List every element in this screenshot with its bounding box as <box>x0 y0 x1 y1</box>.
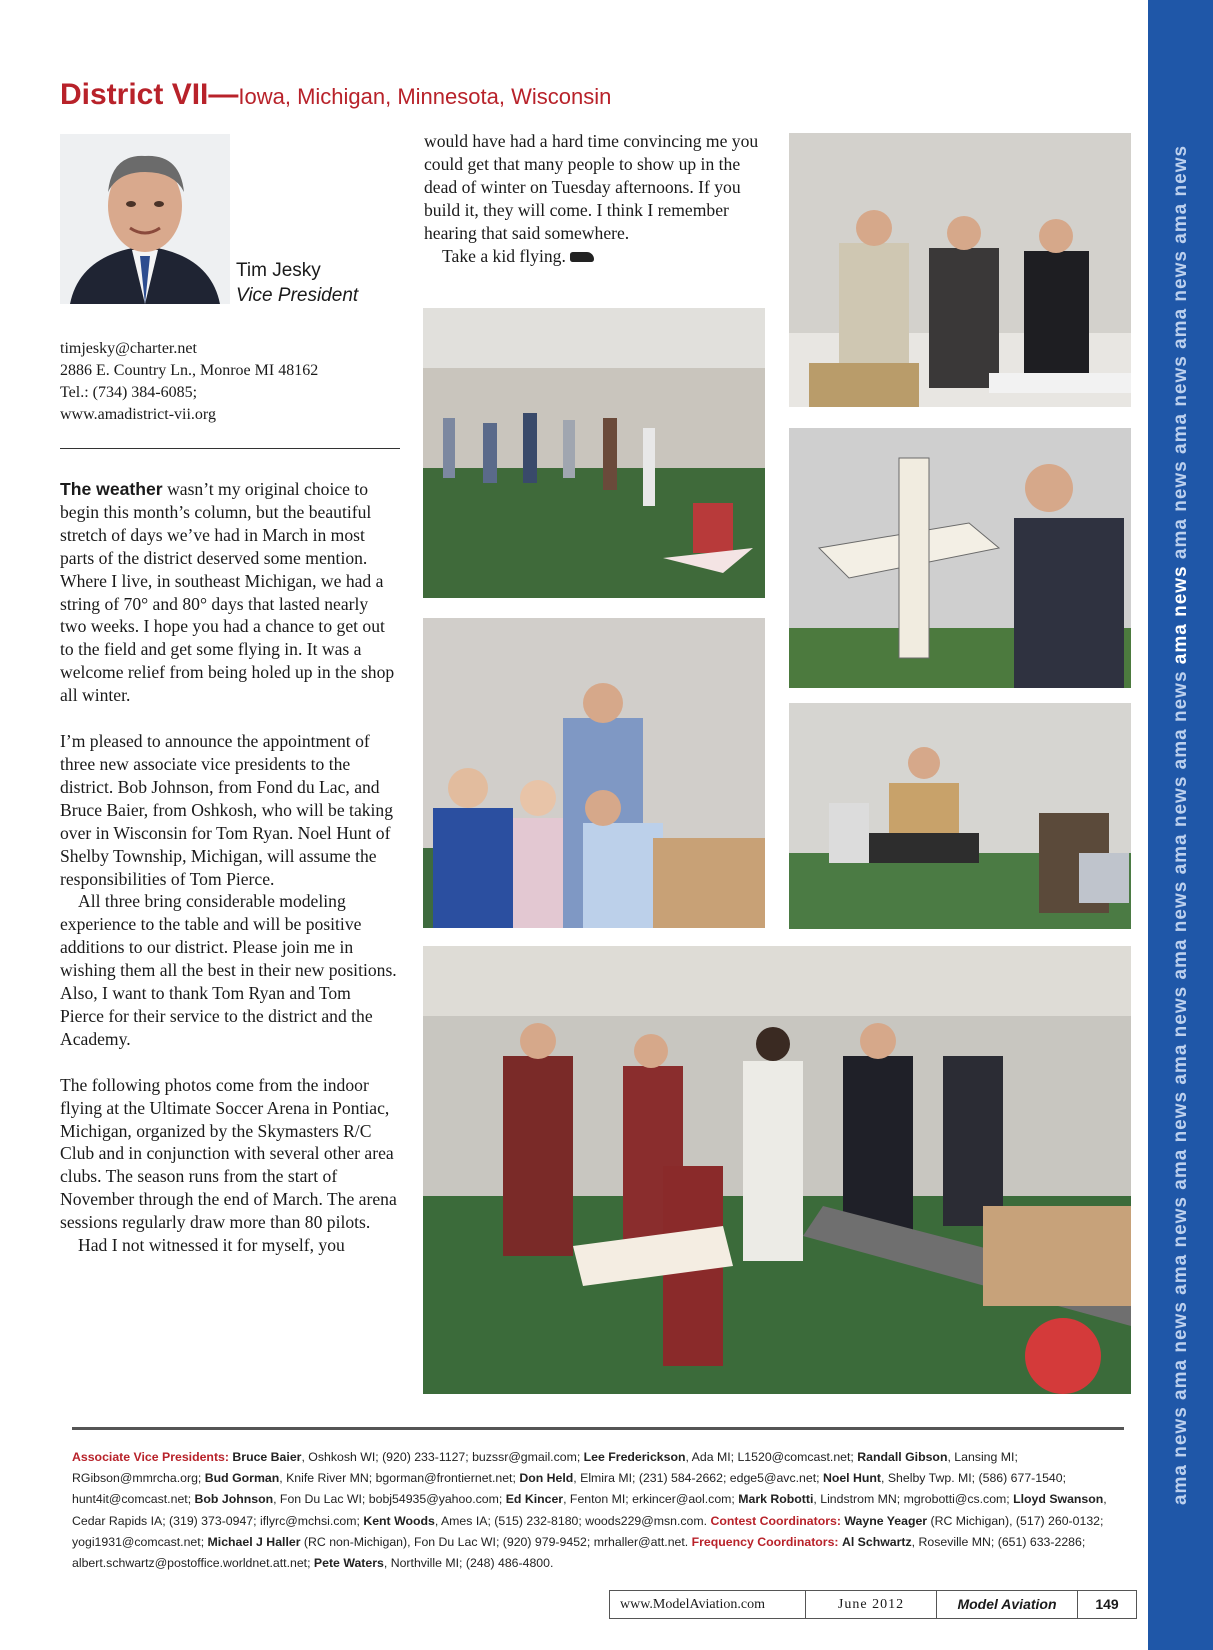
folio-site[interactable]: www.ModelAviation.com <box>620 1597 766 1612</box>
avp-2-name: Lee Frederickson <box>583 1450 686 1464</box>
end-mark-plane-icon <box>570 252 594 262</box>
avp-8-info: , Fenton MI; erkincer@aol.com; <box>563 1492 739 1507</box>
avp-10-name: Lloyd Swanson <box>1013 1492 1104 1507</box>
avp-9-name: Mark Robotti <box>738 1492 814 1507</box>
avp-7-info: , Fon Du Lac WI; bobj54935@yahoo.com; <box>273 1492 506 1507</box>
cc-2-name: Michael J Haller <box>207 1534 301 1549</box>
article-paragraph-1 <box>60 478 398 707</box>
author-website[interactable]: www.amadistrict-vii.org <box>60 406 216 423</box>
avp-3-name: Randall Gibson <box>857 1450 948 1464</box>
cc-1-info: (RC Michigan), (517) 260-0132; yogi1931@comcast.net; <box>72 1513 1104 1549</box>
article-closing-text: Take a kid flying. <box>442 245 566 266</box>
author-portrait <box>60 134 230 304</box>
avp-label: Associate Vice Presidents: <box>72 1450 229 1464</box>
sidebar-text <box>1170 145 1192 1505</box>
folio-page-number: 149 <box>1077 1591 1136 1618</box>
article-paragraph-6: would have had a hard time convincing me you could get that many people to show up in the dead of winter on Tuesday afternoons. If you build it, they will come. I think I remember hearing that said somewhere. <box>424 131 759 243</box>
author-title: Vice President <box>236 285 359 306</box>
ama-news-sidebar <box>1148 0 1213 1650</box>
avp-5-name: Don Held <box>519 1471 574 1486</box>
article-column-2 <box>424 130 769 267</box>
avp-3-info: , Lansing MI; RGibson@mmrcha.org; <box>72 1450 1018 1486</box>
author-phone: Tel.: (734) 384-6085; <box>60 384 198 401</box>
avp-4-info: , Knife River MN; bgorman@frontiernet.net; <box>279 1471 520 1486</box>
page-folio <box>609 1590 1137 1619</box>
sidebar-prefix: ama news ama news ama news ama news ama news ama news ama news ama news <box>1169 670 1191 1506</box>
avp-7-name: Bob Johnson <box>194 1492 274 1507</box>
photo-crowd-at-benches <box>423 946 1131 1394</box>
contact-divider <box>60 448 400 449</box>
article-lead: The weather <box>60 479 163 499</box>
author-contact <box>60 338 318 426</box>
photo-pilot-with-plane <box>789 428 1131 688</box>
fc-1-info: , Roseville MN; (651) 633-2286; albert.schwartz@postoffice.worldnet.att.net; <box>72 1534 1086 1571</box>
author-byline <box>236 258 358 308</box>
article-paragraph-3: All three bring considerable modeling experience to the table and will be positive additions to our district. Please join me in wishing them all the best in their new positions. Also, I want to thank Tom Ryan and Tom Pierce for their service to the district and the Academy. <box>60 891 397 1049</box>
avp-6-name: Noel Hunt <box>822 1471 882 1486</box>
district-name: District VII <box>60 78 209 111</box>
cc-1-name: Wayne Yeager <box>844 1513 928 1528</box>
footer-rule <box>72 1427 1124 1430</box>
cc-label: Contest Coordinators: <box>710 1513 841 1528</box>
author-name: Tim Jesky <box>236 260 321 281</box>
fc-2-name: Pete Waters <box>313 1556 384 1571</box>
title-dash: — <box>208 78 239 111</box>
cc-2-info: (RC non-Michigan), Fon Du Lac WI; (920) 979-9452; mrhaller@att.net. <box>300 1534 692 1549</box>
photo-arena-crowd <box>423 308 765 598</box>
folio-date: June 2012 <box>805 1591 936 1618</box>
author-address: 2886 E. Country Ln., Monroe MI 48162 <box>60 362 319 379</box>
avp-11-name: Kent Woods <box>363 1513 435 1528</box>
avp-1-name: Bruce Baier <box>232 1450 302 1464</box>
avp-10-info: , Cedar Rapids IA; (319) 373-0947; iflyrc@mchsi.com; <box>72 1492 1107 1528</box>
avp-2-info: , Ada MI; L1520@comcast.net; <box>685 1450 858 1464</box>
avp-6-info: , Shelby Twp. MI; (586) 677-1540; hunt4it@comcast.net; <box>72 1471 1067 1507</box>
photo-seated-pilot <box>789 703 1131 929</box>
article-paragraph-2: I’m pleased to announce the appointment of three new associate vice presidents to the district. Bob Johnson, from Fond du Lac, and Bruce Baier, from Oshkosh, who will be taking over in Wisconsin for Tom Ryan. Noel Hunt of Shelby Township, Michigan, will assume the responsibilities of Tom Pierce. <box>60 731 394 889</box>
district-states: Iowa, Michigan, Minnesota, Wisconsin <box>238 84 612 109</box>
fc-1-name: Al Schwartz <box>841 1534 912 1549</box>
avp-8-name: Ed Kincer <box>505 1492 564 1507</box>
avp-9-info: , Lindstrom MN; mgrobotti@cs.com; <box>813 1492 1014 1507</box>
avp-4-name: Bud Gorman <box>204 1471 280 1486</box>
article-paragraph-4: The following photos come from the indoor flying at the Ultimate Soccer Arena in Pontiac, Michigan, organized by the Skymasters R/C Club and in conjunction with several other area clubs. The season runs from the start of November through the end of March. The arena sessions regularly draw more than 80 pilots. <box>60 1074 397 1233</box>
sidebar-highlight: ama news <box>1169 565 1191 665</box>
page-title <box>60 78 611 112</box>
photo-three-pilots <box>789 133 1131 407</box>
author-email[interactable]: timjesky@charter.net <box>60 340 197 357</box>
contacts-footer <box>72 1447 1124 1574</box>
avp-5-info: , Elmira MI; (231) 584-2662; edge5@avc.net; <box>573 1471 823 1486</box>
photo-kids-and-pilots <box>423 618 765 928</box>
article-paragraph-5: Had I not witnessed it for myself, you <box>78 1235 345 1256</box>
fc-2-info: , Northville MI; (248) 486-4800. <box>383 1556 554 1571</box>
article-column-1 <box>60 478 398 1257</box>
avp-11-info: , Ames IA; (515) 232-8180; woods229@msn.com. <box>434 1513 711 1528</box>
avp-1-info: , Oshkosh WI; (920) 233-1127; buzssr@gmail.com; <box>301 1450 584 1464</box>
article-paragraph-1-text: wasn’t my original choice to begin this month’s column, but the beautiful stretch of days we’ve had in March in most parts of the district deserved some mention. Where I live, in southeast Michigan, we had a string of 70° and 80° days that lasted nearly two weeks. I hope you had a chance to get out to the field and get some flying in. It was a welcome relief from being holed up in the shop all winter. <box>60 479 395 706</box>
fc-label: Frequency Coordinators: <box>691 1534 839 1549</box>
article-closing <box>424 245 769 268</box>
sidebar-suffix: ama news ama news ama news ama news <box>1169 144 1191 560</box>
folio-magazine: Model Aviation <box>936 1591 1077 1618</box>
